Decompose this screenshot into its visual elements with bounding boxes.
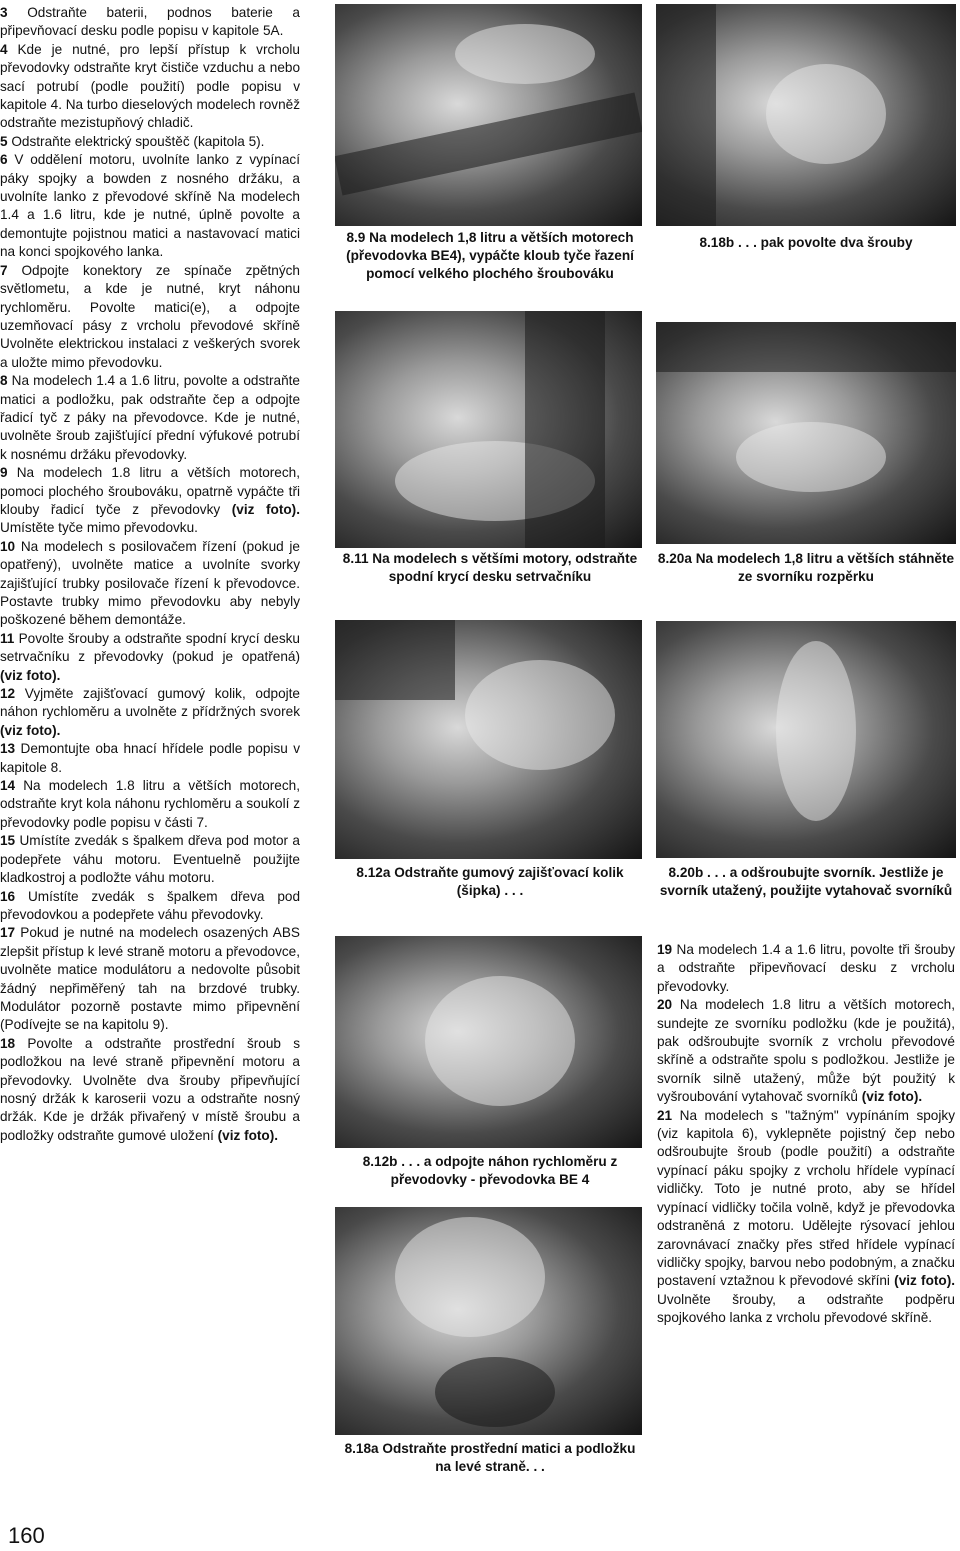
paragraph-text: Umístíte zvedák s špalkem dřeva pod převodovkou a podepřete váhu převodovky. (0, 888, 300, 922)
paragraph (0, 151, 300, 261)
paragraph-text-tail: Umístěte tyče mimo převodovku. (0, 520, 198, 536)
caption-8-20b: 8.20b . . . a odšroubujte svorník. Jestliže je svorník utažený, použijte vytahovač svorníků (659, 865, 953, 898)
paragraph-text: Povolte šrouby a odstraňte spodní krycí desku setrvačníku z převodovky (pokud je opatřená) (0, 630, 300, 665)
photo-8-9 (335, 4, 642, 226)
paragraph (0, 740, 300, 777)
paragraph (0, 1035, 300, 1145)
paragraph (0, 538, 300, 630)
step-number: 14 (0, 778, 16, 794)
step-number: 10 (0, 538, 16, 554)
page-number: 160 (8, 1523, 45, 1548)
photo-8-20a (656, 322, 956, 544)
paragraph-text: Kde je nutné, pro lepší přístup k vrcholu převodovky odstraňte kryt čističe vzduchu a nebo sací potrubí (podle použití) podle popisu v kapitole 4. Na turbo dieselových modelech rovněž odstraňte mezistupňový chladič. (0, 41, 300, 131)
step-number: 4 (0, 41, 8, 57)
paragraph (0, 41, 300, 133)
paragraph-text: Odstraňte elektrický spouštěč (kapitola 5). (7, 133, 265, 149)
paragraph (0, 777, 300, 832)
paragraph-text: Na modelech s posilovačem řízení (pokud je opatřený), uvolněte matice a uvolníte svorky zajišťující trubky posilovače řízení k převodovce. Postavte trubky mimo převodovku aby nebyly poškozené během demontáže. (0, 538, 300, 628)
paragraph-text: Na modelech 1.4 a 1.6 litru, povolte tři šrouby a odstraňte připevňovací desku z vrcholu převodovky. (657, 942, 955, 994)
paragraph (0, 630, 300, 685)
paragraph (0, 888, 300, 925)
caption-8-20a: 8.20a Na modelech 1,8 litru a větších stáhněte ze svorníku rozpěrku (657, 551, 955, 584)
step-number: 9 (0, 465, 8, 481)
paragraph-text: Pokud je nutné na modelech osazených ABS zlepšit přístup k levé straně motoru a převodovce, uvolněte matice modulátoru a nedovolte působit žádný nepřiměřený tah na brzdové trubky. Modulátor pozorně postavte mimo připevnění (Podívejte se na kapitolu 9). (0, 925, 300, 1033)
photo-reference: (viz foto). (217, 1127, 279, 1143)
paragraph (0, 685, 300, 740)
caption-8-18b: 8.18b . . . pak povolte dva šrouby (699, 235, 913, 250)
paragraph-text: Odstraňte baterii, podnos baterie a připevňovací desku podle popisu v kapitole 5A. (0, 5, 300, 39)
photo-reference: (viz foto). (0, 667, 61, 683)
caption-8-9: 8.9 Na modelech 1,8 litru a větších motorech (převodovka BE4), vypáčte kloub tyče řazení pomocí velkého plochého šroubováku (346, 230, 634, 281)
paragraph-text: Umístíte zvedák s špalkem dřeva pod motor a podepřete váhu motoru. Eventuelně použijte kladkostroj a podložte váhu motoru. (0, 833, 300, 886)
paragraph (657, 1107, 955, 1328)
paragraph-text: Odpojte konektory ze spínače zpětných světlometu, a kde je nutné, kryt náhonu rychloměru. Povolte matici(e), a odpojte uzemňovací pásy z vrcholu převodové skříně Uvolněte elektrickou instalaci z veškerých svorek a uložte mimo převodovku. (0, 262, 300, 370)
caption-8-18a: 8.18a Odstraňte prostřední matici a podložku na levé straně. . . (344, 1441, 636, 1474)
photo-reference: (viz foto). (0, 722, 61, 738)
step-number: 13 (0, 741, 16, 757)
paragraph-text: Na modelech s "tažným" vypínáním spojky (viz kapitola 6), vyklepněte pojistný čep nebo odšroubujte šroub (podle použití) a odstraňte vypínací páku spojky z vrcholu hřídele vypínací vidličky. Toto je nutné proto, aby se hřídel vypínací vidličky točila volně, když je převodovka odstraněná z motoru. Udělejte rýsovací jehlou zarovnávací značky přes střed hřídele vypínací vidličky spojky, barvou nebo podobným, a značku postavení vztažnou k převodové skříni (657, 1107, 955, 1289)
step-number: 18 (0, 1035, 16, 1051)
paragraph-text: Demontujte oba hnací hřídele podle popisu v kapitole 8. (0, 741, 300, 775)
step-number: 11 (0, 630, 15, 646)
paragraph (657, 941, 955, 996)
left-text-column (0, 4, 300, 1145)
photo-8-11 (335, 311, 642, 548)
step-number: 8 (0, 373, 8, 389)
paragraph (0, 4, 300, 41)
step-number: 3 (0, 5, 8, 20)
paragraph-text: Na modelech 1.8 litru a větších motorech, pomoci plochého šroubováku, opatrně vypáčte tři klouby řadicí tyče z převodovky (0, 465, 300, 517)
photo-reference: (viz foto). (861, 1089, 923, 1105)
paragraph (0, 924, 300, 1034)
paragraph (0, 133, 300, 151)
caption-8-12a: 8.12a Odstraňte gumový zajišťovací kolik (šipka) . . . (356, 865, 624, 898)
paragraph-text: Na modelech 1.4 a 1.6 litru, povolte a odstraňte matici a podložku, pak odstraňte čep a odpojte řadicí tyč z páky na převodovce. Kde je nutné, uvolněte šroub zajišťující přední výfukové potrubí k nosnému držáku převodovky. (0, 373, 300, 462)
caption-8-12b: 8.12b . . . a odpojte náhon rychloměru z převodovky - převodovka BE 4 (362, 1154, 618, 1187)
photo-8-12b (335, 936, 642, 1148)
paragraph-text: Na modelech 1.8 litru a větších motorech, sundejte ze svorníku podložku (kde je použitá), pak odšroubujte svorník z vrcholu převodové skříně a odstraňte spolu s podložkou. Jestliže je svorník silně utažený, může být použitý k vyšroubování vytahovač svorníků (657, 997, 955, 1105)
step-number: 20 (657, 997, 673, 1013)
paragraph (657, 996, 955, 1106)
caption-8-11: 8.11 Na modelech s většími motory, odstraňte spodní krycí desku setrvačníku (342, 551, 638, 584)
paragraph (0, 464, 300, 538)
paragraph (0, 832, 300, 887)
paragraph (0, 372, 300, 464)
paragraph (0, 262, 300, 372)
paragraph-text: V oddělení motoru, uvolníte lanko z vypínací páky spojky a bowden z nosného držáku, a uvolníte lanko z převodové skříně Na modelech 1.4 a 1.6 litru, kde je nutné, úplně povolte a demontujte pojistnou matici a nastavovací matici na konci spojkového lanka. (0, 152, 300, 260)
step-number: 6 (0, 152, 8, 168)
step-number: 16 (0, 888, 16, 904)
photo-reference: (viz foto). (894, 1273, 956, 1289)
photo-8-18a (335, 1207, 642, 1435)
step-number: 15 (0, 833, 16, 849)
photo-8-18b (656, 4, 956, 226)
paragraph-text-tail: Uvolněte šrouby, a odstraňte podpěru spojkového lanka z vrcholu převodové skříně. (657, 1291, 955, 1326)
right-text-column (657, 941, 955, 1328)
photo-reference: (viz foto). (231, 501, 300, 517)
step-number: 17 (0, 925, 16, 941)
step-number: 7 (0, 262, 8, 278)
step-number: 5 (0, 133, 8, 149)
step-number: 12 (0, 686, 16, 702)
paragraph-text: Povolte a odstraňte prostřední šroub s podložkou na levé straně připevnění motoru a převodovky. Uvolněte dva šrouby připevňující nosný držák k karoserii vozu a odstraňte nosný držák. Kde je držák přivařený v místě šroubu a podložky odstraňte gumové uložení (0, 1035, 300, 1143)
step-number: 21 (657, 1107, 673, 1123)
paragraph-text: Vyjměte zajišťovací gumový kolik, odpojte náhon rychloměru a uvolněte z přídržných svorek (0, 686, 300, 720)
paragraph-text: Na modelech 1.8 litru a větších motorech, odstraňte kryt kola náhonu rychloměru a soukolí z převodovky podle popisu v části 7. (0, 778, 300, 830)
photo-8-20b (656, 621, 956, 858)
photo-8-12a (335, 620, 642, 859)
step-number: 19 (657, 942, 673, 957)
